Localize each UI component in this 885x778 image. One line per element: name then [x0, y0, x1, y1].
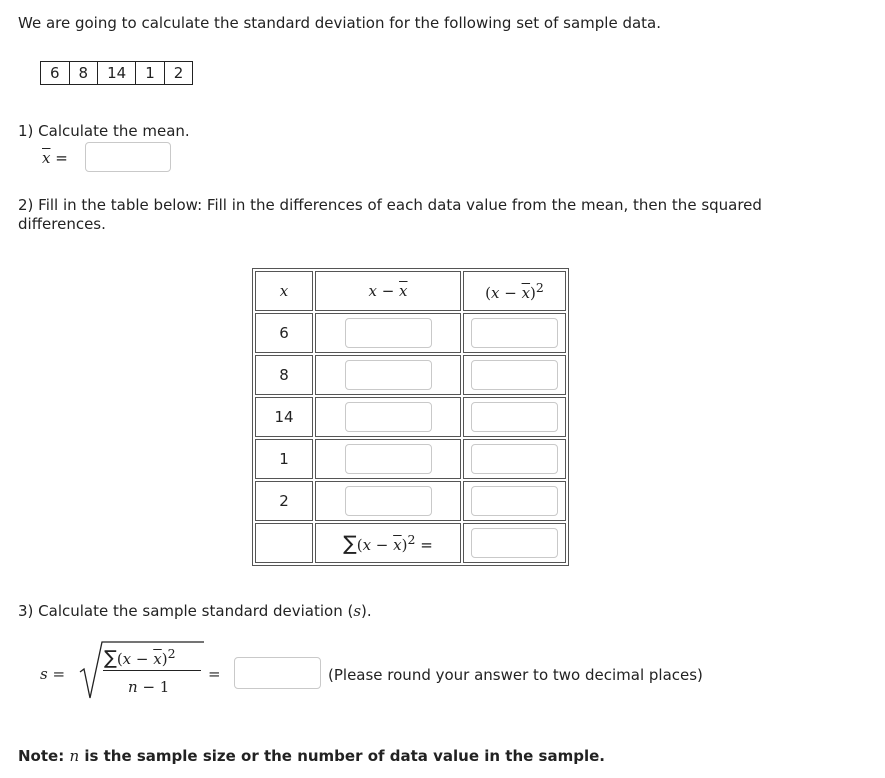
x-value-cell: 6 [255, 313, 313, 353]
sample-data-row [40, 61, 193, 85]
equals-sign: = [208, 665, 221, 683]
fraction-bar [103, 670, 201, 671]
xbar-symbol: $\overline{x}$ [42, 149, 51, 167]
std-dev-input[interactable] [234, 657, 321, 689]
formula-denominator: n − 1 [128, 678, 170, 696]
squared-cell [463, 397, 566, 437]
squared-difference-input[interactable] [471, 360, 558, 390]
data-value-cell: 14 [98, 62, 136, 84]
header-x: x [255, 271, 313, 311]
mean-label [42, 149, 68, 167]
squared-cell [463, 355, 566, 395]
x-value-cell: 8 [255, 355, 313, 395]
difference-input[interactable] [345, 318, 432, 348]
difference-cell [315, 397, 461, 437]
sum-of-squares-label: $\sum(x - \overline{x})^2$ = [343, 531, 433, 555]
data-value-cell: 2 [165, 62, 194, 84]
x-value-cell: 2 [255, 481, 313, 521]
difference-input[interactable] [345, 402, 432, 432]
data-value-cell: 8 [70, 62, 99, 84]
difference-cell [315, 313, 461, 353]
squared-difference-input[interactable] [471, 444, 558, 474]
sum-label-cell [315, 523, 461, 563]
squared-cell [463, 481, 566, 521]
difference-cell [315, 481, 461, 521]
squared-difference-input[interactable] [471, 318, 558, 348]
step3-instruction: 3) Calculate the sample standard deviation (s). [18, 602, 372, 620]
intro-text: We are going to calculate the standard deviation for the following set of sample data. [18, 14, 661, 32]
squared-difference-input[interactable] [471, 486, 558, 516]
data-value-cell: 6 [41, 62, 70, 84]
x-value-cell: 14 [255, 397, 313, 437]
table-row [255, 439, 566, 479]
rounding-note: (Please round your answer to two decimal places) [328, 666, 703, 684]
table-row [255, 313, 566, 353]
difference-input[interactable] [345, 360, 432, 390]
table-row [255, 355, 566, 395]
difference-cell [315, 439, 461, 479]
difference-input[interactable] [345, 444, 432, 474]
table-header-row [255, 271, 566, 311]
sum-of-squares-input[interactable] [471, 528, 558, 558]
table-row [255, 481, 566, 521]
header-difference: $x - \overline{x}$ [315, 271, 461, 311]
differences-table [252, 268, 569, 566]
formula-numerator: $\sum(x - \overline{x})^2$ [104, 646, 176, 669]
empty-cell [255, 523, 313, 563]
table-row [255, 397, 566, 437]
sd-formula-lhs: s = [40, 665, 66, 683]
sum-value-cell [463, 523, 566, 563]
step2-instruction: 2) Fill in the table below: Fill in the differences of each data value from the mean, then the squared differences. [18, 196, 762, 233]
x-value-cell: 1 [255, 439, 313, 479]
sum-row [255, 523, 566, 563]
mean-input[interactable] [85, 142, 171, 172]
note-text: Note: n is the sample size or the number of data value in the sample. [18, 747, 605, 765]
difference-cell [315, 355, 461, 395]
difference-input[interactable] [345, 486, 432, 516]
equals-sign: = [55, 149, 68, 167]
n-symbol: n [69, 747, 80, 765]
header-squared-difference: $(x - \overline{x})^2$ [463, 271, 566, 311]
s-symbol: s [353, 602, 362, 620]
step1-instruction: 1) Calculate the mean. [18, 122, 190, 140]
squared-cell [463, 313, 566, 353]
squared-cell [463, 439, 566, 479]
data-value-cell: 1 [136, 62, 165, 84]
squared-difference-input[interactable] [471, 402, 558, 432]
